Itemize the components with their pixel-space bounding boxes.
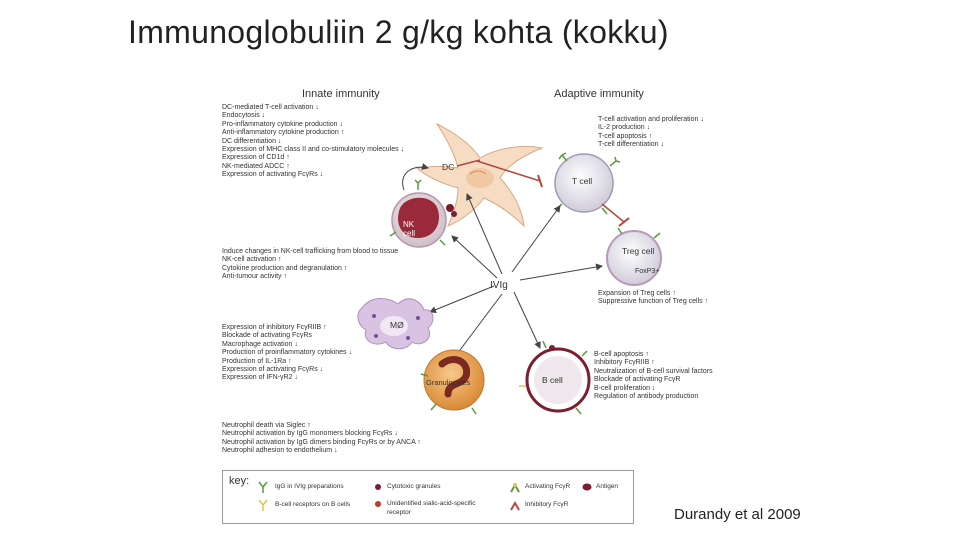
b-cell-effect: B-cell proliferation ↓	[594, 384, 656, 392]
t-cell-effect: T-cell activation and proliferation ↓	[598, 116, 704, 123]
legend-sialic-line2: receptor	[387, 509, 411, 516]
treg-cell	[607, 228, 661, 285]
dc-effect: Anti-inflammatory cytokine production ↑	[222, 129, 345, 137]
macrophage-effect: Macrophage activation ↓	[222, 340, 298, 348]
macrophage-effect: Expression of inhibitory FcγRIIB ↑	[222, 324, 327, 331]
innate-immunity-header: Innate immunity	[302, 88, 380, 100]
macrophage-effect: Blockade of activating FcγRs	[222, 332, 312, 340]
macrophage-label: MØ	[390, 320, 404, 330]
sialic-receptor-icon	[373, 499, 383, 509]
nk-effect: Induce changes in NK-cell trafficking from blood to tissue	[222, 248, 399, 255]
treg-effect: Suppressive function of Treg cells ↑	[598, 298, 709, 306]
dc-effect: DC-mediated T-cell activation ↓	[222, 104, 319, 111]
granules-icon	[373, 482, 383, 492]
legend-activating: Activating FcγR	[525, 483, 571, 490]
macrophage-effects-list	[222, 324, 352, 383]
treg-label: Treg cell	[622, 246, 655, 256]
b-cell-label: B cell	[542, 375, 563, 385]
b-cell-effect: Blockade of activating FcγR	[594, 376, 681, 384]
inhibitory-fcr-icon	[509, 499, 521, 511]
nk-effect: NK-cell activation ↑	[222, 256, 282, 264]
macrophage-effect: Production of IL-1Ra ↑	[222, 357, 292, 365]
igg-icon	[257, 481, 269, 493]
legend-key-title: key:	[229, 475, 250, 487]
bcr-icon	[257, 499, 269, 511]
dc-effect: Endocytosis ↓	[222, 112, 266, 120]
b-cell-effect: Regulation of antibody production	[594, 393, 699, 401]
neutrophil-effect: Neutrophil activation by IgG dimers binding FcγRs or by ANCA ↑	[222, 438, 421, 446]
t-cell-effect: T-cell differentiation ↓	[598, 141, 665, 149]
dc-effect: Expression of CD1d ↑	[222, 154, 290, 162]
nk-label-line1: NK	[403, 220, 415, 229]
t-cell-effect: T-cell apoptosis ↑	[598, 132, 653, 140]
ivig-mechanism-figure	[222, 86, 740, 524]
dc-effect: NK-mediated ADCC ↑	[222, 162, 290, 170]
granulocytes-label: Granulocytes	[426, 378, 471, 387]
nk-effect: Cytokine production and degranulation ↑	[222, 264, 348, 272]
dc-effect: DC differentiation ↓	[222, 137, 282, 145]
dc-effects-list	[222, 104, 404, 180]
b-cell-effect: Neutralization of B-cell survival factors	[594, 367, 713, 375]
macrophage-effect: Expression of activating FcγRs ↓	[222, 366, 324, 374]
legend-sialic-line1: Unidentified sialic-acid-specific	[387, 500, 476, 507]
macrophage-effect: Production of proinflammatory cytokines ↓	[222, 349, 352, 357]
adaptive-immunity-header: Adaptive immunity	[554, 88, 644, 100]
dc-effect: Pro-inflammatory cytokine production ↓	[222, 120, 343, 128]
dc-effect: Expression of MHC class II and co-stimulatory molecules ↓	[222, 146, 405, 154]
dc-label: DC	[442, 162, 455, 172]
nk-effect: Anti-tumour activity ↑	[222, 273, 287, 281]
neutrophil-effect: Neutrophil activation by IgG monomers blocking FcγRs ↓	[222, 430, 398, 438]
treg-effects-list	[598, 290, 708, 307]
citation: Durandy et al 2009	[674, 506, 801, 523]
legend-igg: IgG in IVIg preparations	[275, 483, 344, 490]
macrophage-effect: Expression of IFN-γR2 ↓	[222, 374, 298, 382]
figure-legend	[222, 470, 634, 524]
b-cell-effects-list	[594, 351, 713, 401]
neutrophil-effect: Neutrophil adhesion to endothelium ↓	[222, 447, 338, 455]
t-cell-label: T cell	[572, 176, 593, 186]
nk-effects-list	[222, 248, 398, 282]
nk-cell	[390, 180, 457, 247]
legend-bcr: B-cell receptors on B cells	[275, 501, 351, 508]
treg-effect: Expansion of Treg cells ↑	[598, 290, 676, 297]
ivig-label: IVIg	[490, 280, 508, 291]
foxp3-label: FoxP3+	[635, 268, 660, 275]
legend-granules: Cytotoxic granules	[387, 483, 441, 490]
t-cell-effect: IL-2 production ↓	[598, 124, 651, 132]
legend-antigen: Antigen	[596, 483, 619, 490]
dc-effect: Expression of activating FcγRs ↓	[222, 171, 324, 179]
antigen-icon	[581, 481, 593, 493]
legend-inhibitory: Inhibitory FcγR	[525, 501, 569, 508]
b-cell-effect: B-cell apoptosis ↑	[594, 351, 649, 358]
neutrophil-effect: Neutrophil death via Siglec ↑	[222, 422, 311, 429]
b-cell-effect: Inhibitory FcγRIIB ↑	[594, 359, 655, 367]
neutrophil-effects-list	[222, 422, 421, 456]
nk-label-line2: cell	[403, 229, 416, 238]
slide-title: Immunoglobuliin 2 g/kg kohta (kokku)	[128, 14, 669, 50]
t-cell-effects-list	[598, 116, 704, 150]
activating-fcr-icon	[509, 481, 521, 493]
